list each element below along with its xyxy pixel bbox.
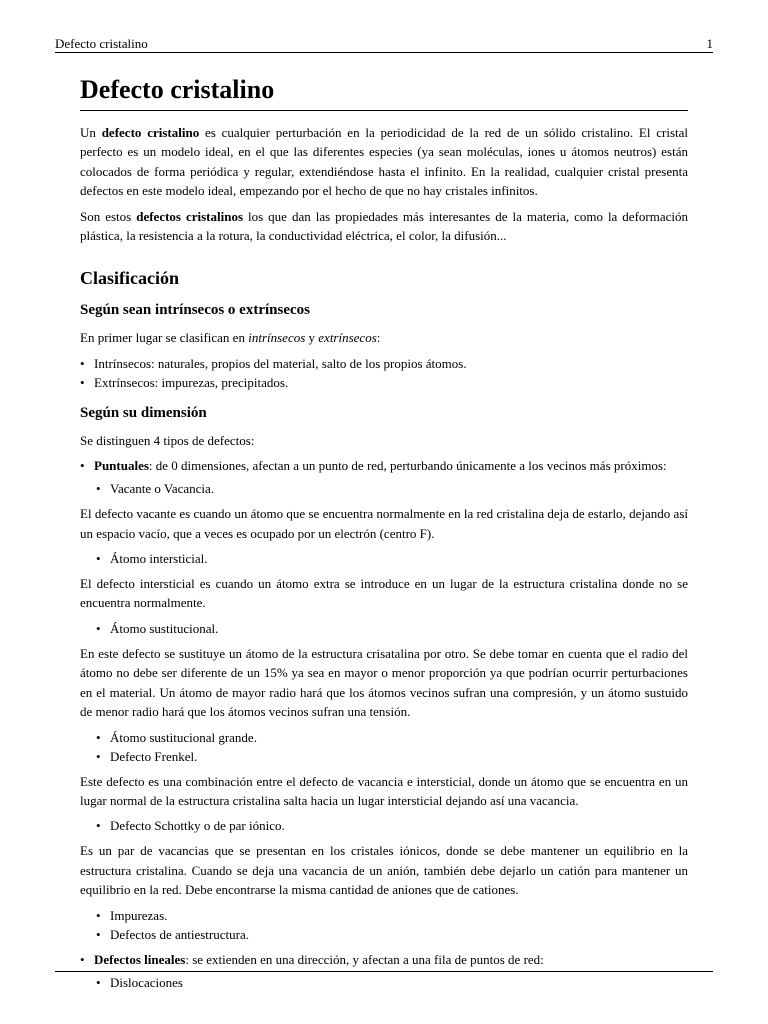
list-item-schottky: • Defecto Schottky o de par iónico. xyxy=(80,816,688,835)
list-item-lineales: • Defectos lineales: se extienden en una dirección, y afectan a una fila de puntos de red: xyxy=(80,950,688,969)
list-item: • Intrínsecos: naturales, propios del material, salto de los propios átomos. xyxy=(80,354,688,373)
intersticial-description: El defecto intersticial es cuando un átomo extra se introduce en un lugar de la estructura cristalina donde no se encuentra normalmente. xyxy=(80,576,688,611)
impurezas-sublist xyxy=(80,906,688,944)
list-item-sustitucional: • Átomo sustitucional. xyxy=(80,619,688,638)
page-number: 1 xyxy=(706,36,713,51)
section-heading-clasificacion: Clasificación xyxy=(80,268,179,289)
article-body xyxy=(80,74,688,998)
subsection-heading-dimension: Según su dimensión xyxy=(80,404,207,421)
intro-paragraph-1: Un defecto cristalino es cualquier perturbación en la periodicidad de la red de un sólido cristalino. El cristal perfecto es un modelo ideal, en el que las diferentes especies (ya sean moléculas, iones u átomos neutros) están colocados de forma periódica y regular, extendiéndose hasta el infinito. En la realidad, cualquier cristal presenta defectos en este modelo ideal, empezando por el hecho de que no hay cristales infinitos. xyxy=(80,125,688,199)
list-item-sustitucional-grande: • Átomo sustitucional grande. xyxy=(80,728,688,747)
term-defectos-cristalinos: defectos cristalinos xyxy=(136,208,244,224)
footer-rule xyxy=(55,971,713,972)
intrinsecos-lead: En primer lugar se clasifican en intrínsecos y extrínsecos: xyxy=(80,330,381,346)
list-item: • Extrínsecos: impurezas, precipitados. xyxy=(80,373,688,392)
puntuales-sublist xyxy=(80,479,688,498)
list-item-antiestructura: • Defectos de antiestructura. xyxy=(80,925,688,944)
sustitucional-grande-sublist xyxy=(80,728,688,766)
sustitucional-sublist xyxy=(80,619,688,638)
term-defecto-cristalino: defecto cristalino xyxy=(101,125,200,140)
list-item-impurezas: • Impurezas. xyxy=(80,906,688,925)
intrinsecos-list xyxy=(80,354,688,392)
schottky-description: Es un par de vacancias que se presentan en los cristales iónicos, donde se debe mantener un equilibrio en la estructura cristalina. Cuando se deja una vacancia de un anión, también debe dejarlo un catión para mantener un equilibrio en la red. Debe encontrarse la misma cantidad de aniones que de cationes. xyxy=(80,843,688,898)
frenkel-description: Este defecto es una combinación entre el defecto de vacancia e intersticial, donde un átomo que se encuentra en un lugar normal de la estructura cristalina salta hacia un lugar intersticial dejando así una vacancia. xyxy=(80,773,688,808)
sustitucional-description: En este defecto se sustituye un átomo de la estructura crisatalina por otro. Se debe tomar en cuenta que el radio del átomo no debe ser diferente de un 15% ya sea en mayor o menor proporción ya que podrían ocurrir perturbaciones en el material. Un átomo de mayor radio hará que los átomos vecinos sufran una compresión, y un átomo sustuido de menor radio hará que los átomos vecinos sufran una tensión. xyxy=(80,645,688,720)
subsection-heading-intrinsecos: Según sean intrínsecos o extrínsecos xyxy=(80,302,310,319)
running-header xyxy=(55,35,713,53)
list-item-frenkel: • Defecto Frenkel. xyxy=(80,747,688,766)
list-item-dislocaciones: • Dislocaciones xyxy=(80,973,688,992)
intersticial-sublist xyxy=(80,549,688,568)
dimension-list xyxy=(80,456,688,475)
list-item-puntuales: • Puntuales: de 0 dimensiones, afectan a un punto de red, perturbando únicamente a los vecinos más próximos: xyxy=(80,456,688,475)
list-item-vacante: • Vacante o Vacancia. xyxy=(80,479,688,498)
dimension-lead: Se distinguen 4 tipos de defectos: xyxy=(80,432,255,448)
schottky-sublist xyxy=(80,816,688,835)
intro-paragraph-2: Son estos defectos cristalinos los que dan las propiedades más interesantes de la materia, como la deformación plástica, la resistencia a la rotura, la conductividad eléctrica, el color, la difusión... xyxy=(80,208,689,244)
lineales-list xyxy=(80,950,688,969)
lineales-sublist xyxy=(80,973,688,992)
vacante-description: El defecto vacante es cuando un átomo que se encuentra normalmente en la red cristalina deja de estarlo, dejando así un espacio vacío, que a veces es ocupado por un electrón (centro F). xyxy=(80,506,688,541)
page-title: Defecto cristalino xyxy=(80,74,688,111)
list-item-intersticial: • Átomo intersticial. xyxy=(80,549,688,568)
running-title: Defecto cristalino xyxy=(55,36,148,51)
